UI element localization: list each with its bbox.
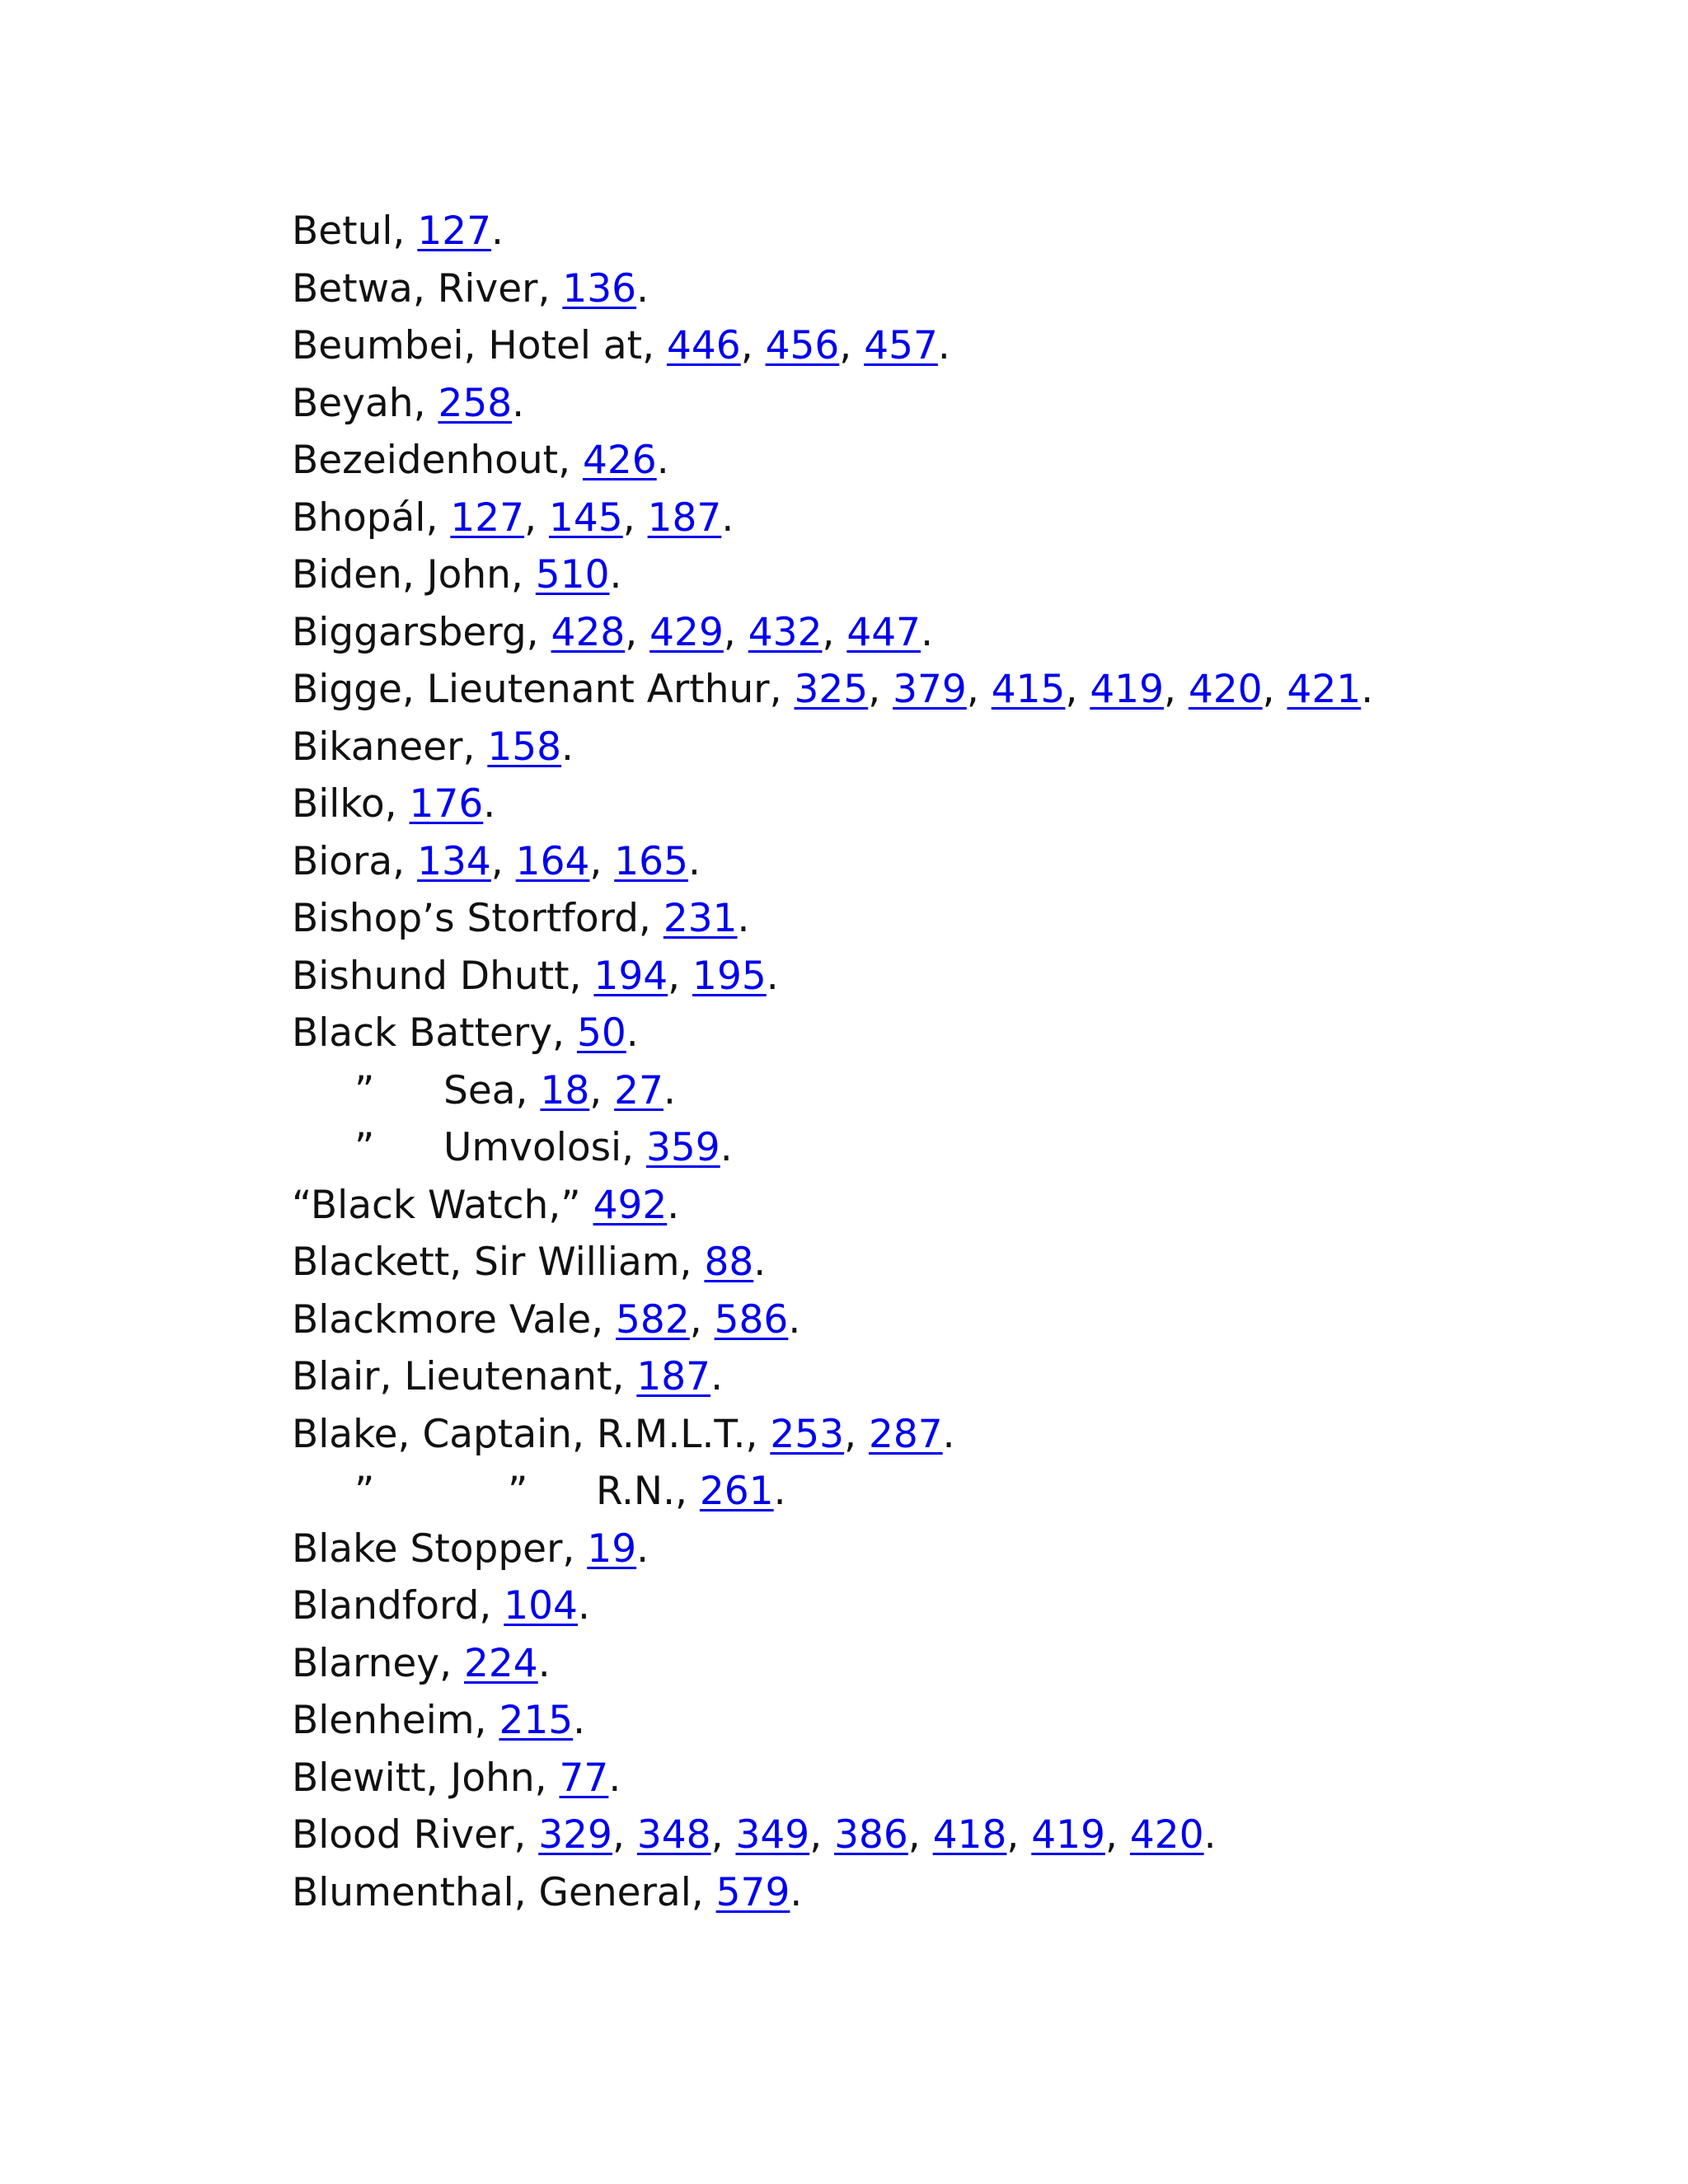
page-link[interactable]: 325 xyxy=(794,667,869,712)
index-entry-black-battery xyxy=(292,1005,1643,1062)
index-entry-heading: Blewitt, John, xyxy=(292,1755,560,1801)
index-entry-betwa-river xyxy=(292,260,1643,318)
page-separator: , xyxy=(612,1812,637,1858)
index-entry-blackmore-vale xyxy=(292,1291,1643,1349)
index-entry-heading: Betul, xyxy=(292,209,418,254)
entry-terminator: . xyxy=(1203,1812,1217,1858)
index-entry-heading: Blackett, Sir William, xyxy=(292,1240,705,1285)
index-entry-heading: Blake, Captain, R.M.L.T., xyxy=(292,1411,771,1457)
page-link[interactable]: 164 xyxy=(515,838,590,884)
entry-terminator: . xyxy=(663,1067,676,1113)
page-link[interactable]: 428 xyxy=(551,609,626,655)
entry-terminator: . xyxy=(942,1411,955,1457)
index-entry-heading: Blair, Lieutenant, xyxy=(292,1354,637,1399)
ditto-mark: ” xyxy=(508,1469,528,1514)
page-separator: , xyxy=(868,667,893,712)
page-link[interactable]: 195 xyxy=(692,953,767,999)
sub-entry xyxy=(443,1119,733,1177)
page-link[interactable]: 127 xyxy=(417,209,492,254)
entry-terminator: . xyxy=(788,1296,801,1343)
sub-entry xyxy=(596,1463,786,1521)
index-entry-r-n xyxy=(292,1463,1643,1521)
page-link[interactable]: 19 xyxy=(587,1526,637,1572)
page-link[interactable]: 419 xyxy=(1090,667,1165,712)
page-link[interactable]: 287 xyxy=(868,1411,943,1457)
page-separator: , xyxy=(1262,667,1287,712)
entry-terminator: . xyxy=(573,1698,586,1743)
page-separator: , xyxy=(1065,667,1090,712)
index-entry-beyah xyxy=(292,375,1643,433)
page-separator: , xyxy=(622,494,648,541)
index-entry-heading: Blackmore Vale, xyxy=(292,1296,617,1343)
page-link[interactable]: 446 xyxy=(666,323,741,368)
index-entry-heading: Biora, xyxy=(292,838,418,884)
index-entry-heading: Bezeidenhout, xyxy=(292,438,583,483)
index-entry-blarney xyxy=(292,1635,1643,1693)
page-separator: , xyxy=(839,323,865,368)
index-entry-blenheim xyxy=(292,1692,1643,1750)
page-separator: , xyxy=(822,609,847,655)
page-link[interactable]: 134 xyxy=(417,838,491,884)
index-entry-heading: Blumenthal, General, xyxy=(292,1869,716,1915)
entry-terminator: . xyxy=(636,265,649,312)
page-separator: , xyxy=(524,494,549,541)
page-separator: , xyxy=(907,1812,933,1858)
index-entry-bigge-lieutenant-arthur xyxy=(292,661,1643,719)
page-link[interactable]: 359 xyxy=(646,1125,720,1170)
page-link[interactable]: 429 xyxy=(649,609,724,655)
ditto-mark: ” xyxy=(354,1125,375,1170)
page-separator: , xyxy=(710,1812,736,1858)
page-link[interactable]: 386 xyxy=(834,1812,908,1858)
page-link[interactable]: 582 xyxy=(616,1296,690,1343)
ditto-mark: ” xyxy=(354,1067,375,1113)
page-link[interactable]: 348 xyxy=(636,1812,711,1858)
entry-terminator: . xyxy=(626,1010,639,1056)
index-entry-bilko xyxy=(292,776,1643,833)
index-entry-beumbei-hotel-at xyxy=(292,317,1643,375)
page-link[interactable]: 419 xyxy=(1031,1812,1106,1858)
entry-terminator: . xyxy=(1361,667,1374,712)
index-entry-heading: Umvolosi, xyxy=(443,1125,646,1170)
index-entry-biggarsberg xyxy=(292,604,1643,662)
page-link[interactable]: 165 xyxy=(614,838,688,884)
entry-terminator: . xyxy=(667,1182,680,1228)
index-entry-heading: Blenheim, xyxy=(292,1698,499,1743)
page-link[interactable]: 187 xyxy=(647,494,722,541)
entry-terminator: . xyxy=(921,609,934,655)
index-entry-heading: Blarney, xyxy=(292,1640,464,1686)
index-entry-list xyxy=(292,203,1643,1921)
index-entry-blewitt-john xyxy=(292,1750,1643,1807)
index-entry-blackett-sir-william xyxy=(292,1234,1643,1291)
entry-terminator: . xyxy=(609,552,622,598)
page-link[interactable]: 418 xyxy=(932,1812,1007,1858)
page-separator: , xyxy=(809,1812,835,1858)
page-link[interactable]: 176 xyxy=(409,781,484,827)
page-link[interactable]: 457 xyxy=(864,323,938,368)
page-separator: , xyxy=(740,323,766,368)
entry-terminator: . xyxy=(636,1526,649,1572)
index-entry-bishop-s-stortford xyxy=(292,890,1643,948)
entry-terminator: . xyxy=(491,209,504,254)
page-link[interactable]: 415 xyxy=(991,667,1066,712)
entry-terminator: . xyxy=(937,323,950,368)
page-separator: , xyxy=(668,953,693,999)
entry-terminator: . xyxy=(512,380,525,426)
page-link[interactable]: 77 xyxy=(559,1755,609,1801)
index-entry-heading: Bigge, Lieutenant Arthur, xyxy=(292,667,795,712)
page-link[interactable]: 586 xyxy=(714,1296,789,1343)
page-link[interactable]: 50 xyxy=(576,1010,626,1056)
page-link[interactable]: 187 xyxy=(636,1354,711,1399)
entry-terminator: . xyxy=(483,781,496,827)
page-separator: , xyxy=(1105,1812,1130,1858)
index-entry-heading: Blood River, xyxy=(292,1812,539,1858)
index-entry-heading: Biggarsberg, xyxy=(292,609,551,655)
index-entry-heading: Bishop’s Stortford, xyxy=(292,896,663,941)
index-entry-heading: Bikaneer, xyxy=(292,724,488,770)
index-entry-heading: Blandford, xyxy=(292,1583,504,1629)
entry-terminator: . xyxy=(577,1583,590,1629)
index-entry-blandford xyxy=(292,1577,1643,1635)
index-entry-black-watch xyxy=(292,1177,1643,1235)
page-link[interactable]: 224 xyxy=(464,1640,538,1686)
sub-entry xyxy=(443,1062,676,1120)
index-entry-heading: R.N., xyxy=(596,1469,700,1514)
page-link[interactable]: 492 xyxy=(593,1182,668,1228)
entry-terminator: . xyxy=(737,896,750,941)
index-entry-bikaneer xyxy=(292,719,1643,776)
entry-terminator: . xyxy=(656,438,669,483)
page-link[interactable]: 420 xyxy=(1188,667,1263,712)
entry-terminator: . xyxy=(790,1869,803,1915)
index-entry-heading: Blake Stopper, xyxy=(292,1526,588,1572)
index-entry-heading: Bhopál, xyxy=(292,494,451,541)
index-entry-heading: Beyah, xyxy=(292,380,438,426)
page-link[interactable]: 447 xyxy=(846,609,921,655)
page-link[interactable]: 510 xyxy=(535,552,610,598)
page-link[interactable]: 27 xyxy=(614,1067,663,1113)
page-link[interactable]: 158 xyxy=(487,724,562,770)
page-separator: , xyxy=(589,1067,615,1113)
page-link[interactable]: 253 xyxy=(770,1411,845,1457)
page-link[interactable]: 420 xyxy=(1129,1812,1204,1858)
index-entry-umvolosi xyxy=(292,1119,1643,1177)
entry-terminator: . xyxy=(710,1354,724,1399)
index-entry-heading: Bishund Dhutt, xyxy=(292,953,594,999)
page-link[interactable]: 215 xyxy=(499,1698,574,1743)
entry-terminator: . xyxy=(766,953,779,999)
index-entry-blood-river xyxy=(292,1807,1643,1864)
page-separator: , xyxy=(1164,667,1189,712)
page-link[interactable]: 261 xyxy=(699,1469,774,1514)
entry-terminator: . xyxy=(608,1755,621,1801)
index-entry-betul xyxy=(292,203,1643,260)
index-entry-blumenthal-general xyxy=(292,1864,1643,1922)
page-link[interactable]: 18 xyxy=(540,1067,590,1113)
page-link[interactable]: 349 xyxy=(735,1812,810,1858)
page-separator: , xyxy=(589,838,615,884)
index-entry-bezeidenhout xyxy=(292,432,1643,490)
index-entry-heading: Black Battery, xyxy=(292,1010,577,1056)
entry-terminator: . xyxy=(773,1469,786,1514)
entry-terminator: . xyxy=(720,1125,733,1170)
index-entry-heading: Bilko, xyxy=(292,781,410,827)
entry-terminator: . xyxy=(688,838,701,884)
index-entry-blair-lieutenant xyxy=(292,1348,1643,1406)
page-link[interactable]: 456 xyxy=(765,323,840,368)
page-separator: , xyxy=(1006,1812,1032,1858)
entry-terminator: . xyxy=(721,494,734,541)
ditto-mark: ” xyxy=(354,1469,375,1514)
page-separator: , xyxy=(625,609,650,655)
index-entry-heading: Beumbei, Hotel at, xyxy=(292,323,667,368)
page-link[interactable]: 136 xyxy=(562,265,637,312)
index-entry-bhop-l xyxy=(292,490,1643,547)
page-link[interactable]: 88 xyxy=(704,1240,754,1285)
page-separator: , xyxy=(490,838,516,884)
page-link[interactable]: 426 xyxy=(582,438,657,483)
page-link[interactable]: 432 xyxy=(748,609,823,655)
page-link[interactable]: 579 xyxy=(715,1869,790,1915)
index-entry-sea xyxy=(292,1062,1643,1120)
entry-terminator: . xyxy=(537,1640,551,1686)
page-link[interactable]: 421 xyxy=(1287,667,1362,712)
page-link[interactable]: 258 xyxy=(438,380,513,426)
index-entry-heading: Sea, xyxy=(443,1067,541,1113)
page-separator: , xyxy=(723,609,748,655)
page-link[interactable]: 329 xyxy=(538,1812,612,1858)
index-entry-blake-stopper xyxy=(292,1521,1643,1578)
page-link[interactable]: 194 xyxy=(593,953,668,999)
entry-terminator: . xyxy=(561,724,574,770)
page-link[interactable]: 379 xyxy=(893,667,967,712)
index-entry-heading: Betwa, River, xyxy=(292,265,563,312)
page-link[interactable]: 104 xyxy=(504,1583,578,1629)
page-link[interactable]: 145 xyxy=(548,494,623,541)
index-entry-heading: Biden, John, xyxy=(292,552,536,598)
index-entry-biora xyxy=(292,833,1643,891)
page-link[interactable]: 127 xyxy=(450,494,525,541)
index-entry-blake-captain-r-m-l-t xyxy=(292,1406,1643,1464)
index-entry-bishund-dhutt xyxy=(292,948,1643,1005)
entry-terminator: . xyxy=(753,1240,767,1285)
page-separator: , xyxy=(966,667,992,712)
page-link[interactable]: 231 xyxy=(663,896,738,941)
index-entry-biden-john xyxy=(292,546,1643,604)
index-entry-heading: “Black Watch,” xyxy=(292,1182,593,1228)
page-separator: , xyxy=(844,1411,869,1457)
page-separator: , xyxy=(689,1296,715,1343)
